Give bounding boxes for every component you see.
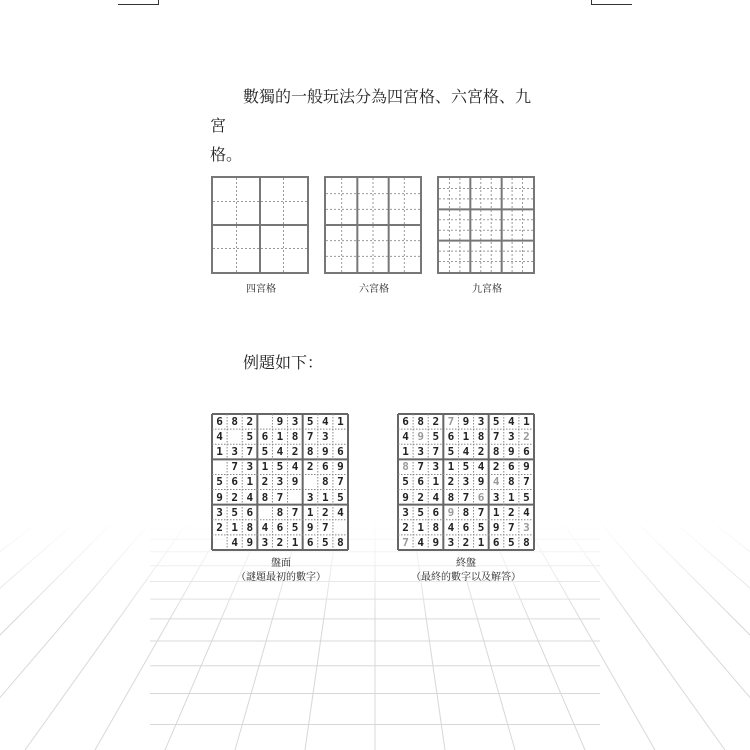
sudoku-cell: 6 xyxy=(216,415,223,429)
sudoku-cell: 3 xyxy=(477,415,485,429)
sudoku-cell: 2 xyxy=(402,520,409,534)
intro-line-1: 數獨的一般玩法分為四宮格、六宮格、九宮 xyxy=(210,87,532,135)
sudoku-cell: 3 xyxy=(231,445,238,459)
sudoku-cell: 6 xyxy=(417,475,424,489)
sudoku-cell: 7 xyxy=(523,475,530,489)
grid-6x6-label: 六宮格 xyxy=(359,284,389,295)
sudoku-cell: 8 xyxy=(477,430,485,444)
sudoku-cell: 5 xyxy=(402,475,409,489)
crop-mark-left xyxy=(118,0,159,5)
sudoku-cell: 5 xyxy=(322,535,329,549)
sudoku-cell: 6 xyxy=(337,445,344,459)
sudoku-cell: 3 xyxy=(322,430,329,444)
sudoku-cell: 4 xyxy=(276,445,284,459)
sudoku-cell: 6 xyxy=(477,490,485,504)
sudoku-cell: 9 xyxy=(246,535,254,549)
sudoku-cell: 7 xyxy=(322,520,329,534)
sudoku-cell: 5 xyxy=(508,535,515,549)
sudoku-cell: 5 xyxy=(246,430,254,444)
sudoku-cell: 3 xyxy=(246,460,254,474)
sudoku-cell: 9 xyxy=(508,445,515,459)
sudoku-cell: 9 xyxy=(417,430,424,444)
sudoku-cell: 4 xyxy=(432,490,440,504)
sudoku-cell: 2 xyxy=(508,505,515,519)
grid-4x4-label: 四宮格 xyxy=(246,284,276,295)
sudoku-cell: 2 xyxy=(246,415,254,429)
sudoku-cell: 4 xyxy=(291,460,299,474)
sudoku-cell: 2 xyxy=(322,505,329,519)
sudoku-cell: 5 xyxy=(447,445,455,459)
sudoku-cell: 8 xyxy=(523,535,530,549)
sudoku-cell: 7 xyxy=(447,415,455,429)
sudoku-cell: 7 xyxy=(276,490,284,504)
sudoku-cell: 6 xyxy=(261,430,269,444)
sudoku-cell: 8 xyxy=(508,475,515,489)
sudoku-cell: 6 xyxy=(276,520,284,534)
sudoku-cell: 4 xyxy=(402,430,409,444)
sudoku-cell: 9 xyxy=(276,415,284,429)
sudoku-cell: 2 xyxy=(477,445,485,459)
sudoku-cell: 5 xyxy=(291,520,299,534)
sudoku-cell: 1 xyxy=(216,445,223,459)
sudoku-cell: 6 xyxy=(246,505,254,519)
sudoku-cell: 7 xyxy=(432,445,440,459)
sudoku-cell: 7 xyxy=(477,505,485,519)
sudoku-cell: 3 xyxy=(447,535,455,549)
sudoku-cell xyxy=(333,520,348,535)
sudoku-cell: 5 xyxy=(432,430,440,444)
sudoku-cell: 4 xyxy=(417,535,424,549)
sudoku-cell: 9 xyxy=(337,460,344,474)
sudoku-cell: 4 xyxy=(261,520,269,534)
sudoku-cell: 3 xyxy=(402,505,409,519)
sudoku-cell: 3 xyxy=(462,475,470,489)
perspective-grid-background xyxy=(0,520,750,750)
sudoku-cell: 2 xyxy=(276,535,284,549)
sudoku-cell: 2 xyxy=(523,430,530,444)
solution-caption xyxy=(386,557,546,585)
sudoku-cell: 1 xyxy=(523,415,530,429)
grid-9x9-label: 九宮格 xyxy=(472,284,502,295)
sudoku-cell: 7 xyxy=(417,460,424,474)
sudoku-cell: 1 xyxy=(508,490,515,504)
sudoku-cell: 9 xyxy=(402,490,409,504)
sudoku-cell: 7 xyxy=(462,490,470,504)
sudoku-cell: 5 xyxy=(231,505,238,519)
grid-4x4-diagram xyxy=(211,176,309,274)
sudoku-cell xyxy=(303,474,318,489)
sudoku-cell: 7 xyxy=(337,475,344,489)
sudoku-cell xyxy=(212,459,227,474)
sudoku-cell: 4 xyxy=(216,430,223,444)
sudoku-cell: 1 xyxy=(231,520,238,534)
sudoku-cell xyxy=(333,429,348,444)
sudoku-cell: 8 xyxy=(261,490,269,504)
sudoku-cell: 8 xyxy=(492,445,500,459)
sudoku-cell: 9 xyxy=(216,490,223,504)
sudoku-cell: 8 xyxy=(291,430,299,444)
sudoku-cell: 4 xyxy=(462,445,470,459)
sudoku-cell: 1 xyxy=(492,505,500,519)
sudoku-cell: 5 xyxy=(337,490,344,504)
sudoku-cell: 7 xyxy=(231,460,238,474)
sudoku-cell: 1 xyxy=(462,430,470,444)
sudoku-cell: 6 xyxy=(432,505,440,519)
sudoku-cell: 8 xyxy=(402,460,409,474)
sudoku-cell: 6 xyxy=(322,460,329,474)
sudoku-cell xyxy=(227,429,242,444)
sudoku-cell: 7 xyxy=(492,430,500,444)
sudoku-cell: 9 xyxy=(322,445,329,459)
sudoku-cell: 9 xyxy=(432,535,440,549)
sudoku-cell: 3 xyxy=(432,460,440,474)
sudoku-cell: 6 xyxy=(447,430,455,444)
sudoku-cell: 1 xyxy=(447,460,455,474)
sudoku-cell: 9 xyxy=(462,415,470,429)
sudoku-cell: 4 xyxy=(492,475,500,489)
sudoku-cell: 3 xyxy=(261,535,269,549)
sudoku-cell: 2 xyxy=(432,415,440,429)
sudoku-cell: 5 xyxy=(261,445,269,459)
sudoku-cell: 7 xyxy=(508,520,515,534)
sudoku-cell: 6 xyxy=(462,520,470,534)
sudoku-cell: 1 xyxy=(261,460,269,474)
sudoku-cell: 2 xyxy=(417,490,424,504)
sudoku-cell: 6 xyxy=(402,415,409,429)
sudoku-cell: 2 xyxy=(447,475,455,489)
sudoku-cell: 3 xyxy=(291,415,299,429)
sudoku-cell: 9 xyxy=(447,505,455,519)
sudoku-solution-board xyxy=(397,413,535,551)
sudoku-cell: 3 xyxy=(216,505,223,519)
sudoku-cell: 5 xyxy=(417,505,424,519)
sudoku-cell: 8 xyxy=(447,490,455,504)
sudoku-cell: 4 xyxy=(523,505,530,519)
sudoku-cell: 8 xyxy=(276,505,284,519)
sudoku-cell: 7 xyxy=(402,535,409,549)
sudoku-cell: 5 xyxy=(477,520,485,534)
sudoku-cell: 6 xyxy=(508,460,515,474)
sudoku-cell: 4 xyxy=(246,490,254,504)
sudoku-cell: 7 xyxy=(306,430,314,444)
solution-caption-subtitle: （最終的數字以及解答） xyxy=(411,572,521,583)
sudoku-cell: 6 xyxy=(306,535,314,549)
sudoku-cell: 7 xyxy=(246,445,254,459)
sudoku-cell: 6 xyxy=(492,535,500,549)
sudoku-cell: 2 xyxy=(492,460,500,474)
sudoku-cell: 8 xyxy=(231,415,238,429)
sudoku-cell: 4 xyxy=(322,415,329,429)
sudoku-cell: 1 xyxy=(246,475,254,489)
sudoku-cell: 2 xyxy=(291,445,299,459)
sudoku-cell: 1 xyxy=(337,415,344,429)
sudoku-cell: 1 xyxy=(291,535,299,549)
sudoku-cell: 5 xyxy=(306,415,314,429)
sudoku-cell: 2 xyxy=(306,460,314,474)
crop-mark-right xyxy=(591,0,632,5)
sudoku-cell: 6 xyxy=(523,445,530,459)
sudoku-cell: 3 xyxy=(276,475,284,489)
sudoku-cell: 3 xyxy=(523,520,530,534)
sudoku-cell: 4 xyxy=(477,460,485,474)
sudoku-cell: 9 xyxy=(306,520,314,534)
sudoku-cell: 8 xyxy=(337,535,344,549)
example-heading: 例題如下： xyxy=(243,353,324,372)
intro-paragraph xyxy=(210,82,540,169)
sudoku-cell xyxy=(212,535,227,550)
sudoku-cell: 9 xyxy=(492,520,500,534)
sudoku-puzzle-board xyxy=(211,413,349,551)
sudoku-cell: 8 xyxy=(432,520,440,534)
sudoku-cell: 8 xyxy=(322,475,329,489)
sudoku-cell: 8 xyxy=(306,445,314,459)
sudoku-cell xyxy=(257,505,272,520)
sudoku-cell: 9 xyxy=(477,475,485,489)
sudoku-cell: 4 xyxy=(337,505,344,519)
sudoku-cell: 1 xyxy=(432,475,440,489)
sudoku-cell: 1 xyxy=(417,520,424,534)
sudoku-cell: 1 xyxy=(402,445,409,459)
solution-caption-title: 終盤 xyxy=(456,558,476,569)
sudoku-cell: 3 xyxy=(417,445,424,459)
puzzle-caption-title: 盤面 xyxy=(271,558,291,569)
sudoku-cell: 5 xyxy=(523,490,530,504)
sudoku-cell: 4 xyxy=(447,520,455,534)
sudoku-cell: 6 xyxy=(231,475,238,489)
sudoku-cell xyxy=(257,414,272,429)
sudoku-cell: 1 xyxy=(322,490,329,504)
grid-6x6-diagram xyxy=(324,176,422,274)
sudoku-cell: 3 xyxy=(508,430,515,444)
sudoku-cell: 4 xyxy=(231,535,238,549)
sudoku-cell: 1 xyxy=(276,430,284,444)
grid-9x9-diagram xyxy=(437,176,535,274)
puzzle-caption xyxy=(201,557,361,585)
sudoku-cell: 8 xyxy=(417,415,424,429)
sudoku-cell: 4 xyxy=(508,415,515,429)
sudoku-cell: 8 xyxy=(462,505,470,519)
sudoku-cell: 5 xyxy=(492,415,500,429)
sudoku-cell: 5 xyxy=(276,460,284,474)
sudoku-cell: 9 xyxy=(291,475,299,489)
sudoku-cell: 1 xyxy=(306,505,314,519)
sudoku-cell: 2 xyxy=(462,535,470,549)
sudoku-cell: 5 xyxy=(462,460,470,474)
sudoku-cell: 2 xyxy=(216,520,223,534)
puzzle-caption-subtitle: （謎題最初的數字） xyxy=(236,572,326,583)
sudoku-cell: 1 xyxy=(477,535,485,549)
sudoku-cell: 9 xyxy=(523,460,530,474)
sudoku-cell: 5 xyxy=(216,475,223,489)
sudoku-cell: 8 xyxy=(246,520,254,534)
sudoku-cell: 3 xyxy=(492,490,500,504)
sudoku-cell: 2 xyxy=(261,475,269,489)
sudoku-cell: 2 xyxy=(231,490,238,504)
sudoku-cell xyxy=(288,490,303,505)
sudoku-cell: 7 xyxy=(291,505,299,519)
sudoku-cell: 3 xyxy=(306,490,314,504)
intro-line-2: 格。 xyxy=(210,145,243,164)
